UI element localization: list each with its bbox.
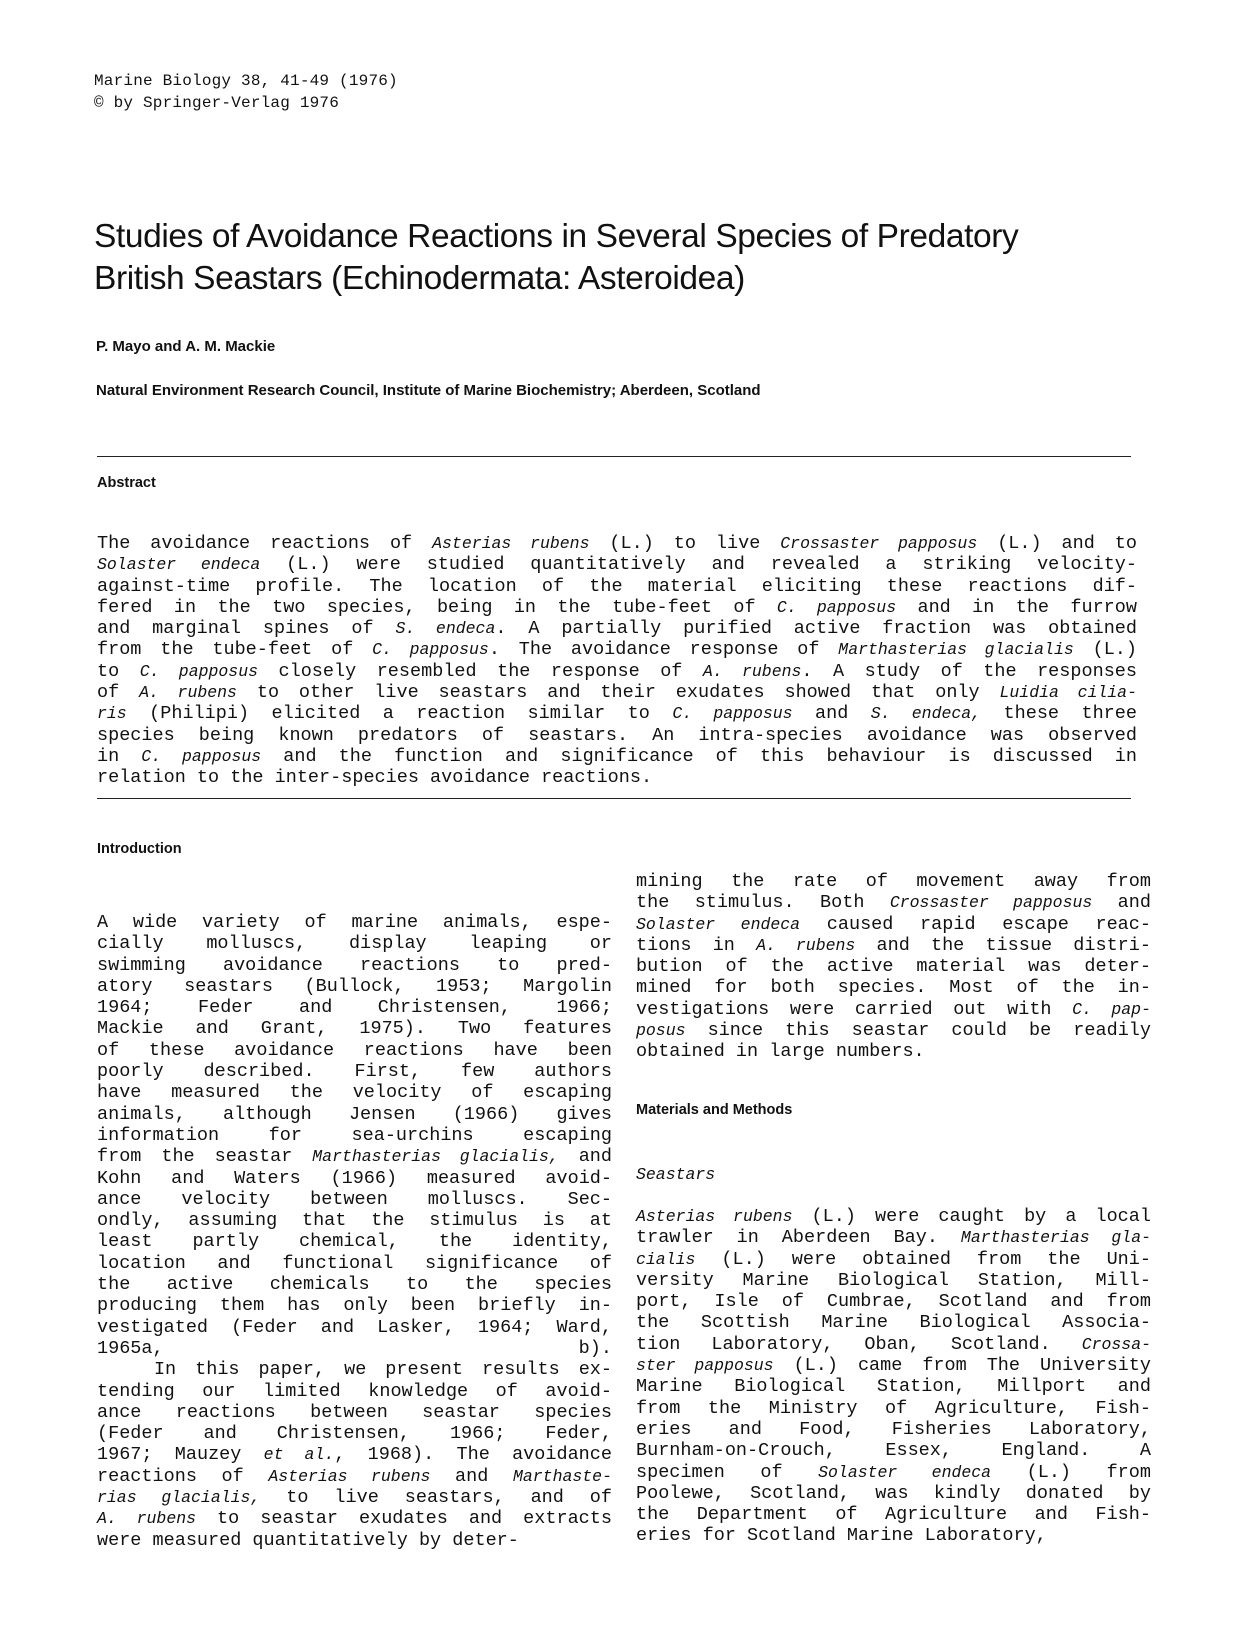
text-line: obtained in large numbers. — [636, 1041, 925, 1063]
abstract-body — [97, 533, 1137, 789]
paper-title — [94, 216, 1194, 300]
text-line: (Feder and Christensen, 1966; Feder, — [97, 1423, 612, 1445]
text-line: poorly described. First, few authors — [97, 1061, 612, 1083]
text-line: Kohn and Waters (1966) measured avoid- — [97, 1167, 612, 1189]
affiliation: Natural Environment Research Council, Institute of Marine Biochemistry; Aberdeen, Scotland — [96, 382, 761, 399]
text-line: Marine Biological Station, Millport and — [636, 1376, 1151, 1398]
journal-citation: Marine Biology 38, 41-49 (1976) — [94, 72, 398, 90]
species-name: Crossaster papposus — [889, 893, 1093, 913]
text-line: A wide variety of marine animals, espe- — [97, 912, 612, 933]
title-line-2: British Seastars (Echinodermata: Asteroidea) — [94, 260, 745, 297]
text-line: species being known predators of seastars. An intra-species avoidance was observed — [97, 724, 1137, 746]
text-line: the active chemicals to the species — [97, 1274, 612, 1296]
text-line: 1964; Feder and Christensen, 1966; — [97, 997, 612, 1019]
species-name: Marthasterias glacialis — [838, 640, 1074, 660]
text-line: versity Marine Biological Station, Mill- — [636, 1269, 1151, 1291]
text-line: Solaster endeca (L.) were studied quantitatively and revealed a striking velocity- — [97, 554, 1137, 576]
species-name: Marthaste- — [512, 1466, 612, 1486]
text-line: tion Laboratory, Oban, Scotland. Crossa- — [636, 1333, 1151, 1355]
species-name: Luidia cilia- — [999, 683, 1137, 703]
species-name: A. rubens — [756, 935, 856, 955]
text-line: and marginal spines of S. endeca. A partially purified active fraction was obtained — [97, 618, 1137, 640]
text-line: producing them has only been briefly in- — [97, 1295, 612, 1317]
text-line: least partly chemical, the identity, — [97, 1231, 612, 1253]
text-line: 1967; Mauzey et al., 1968). The avoidance — [97, 1444, 612, 1466]
text-line: Mackie and Grant, 1975). Two features — [97, 1018, 612, 1040]
abstract-top-rule — [97, 456, 1131, 457]
text-line: Poolewe, Scotland, was kindly donated by — [636, 1482, 1151, 1504]
text-line: port, Isle of Cumbrae, Scotland and from — [636, 1291, 1151, 1313]
species-name: ris — [97, 704, 127, 724]
species-name: S. endeca — [395, 619, 496, 639]
species-name: ster papposus — [636, 1356, 774, 1376]
text-line: have measured the velocity of escaping — [97, 1082, 612, 1104]
text-line: ance velocity between molluscs. Sec- — [97, 1188, 612, 1210]
text-line: animals, although Jensen (1966) gives — [97, 1103, 612, 1125]
text-line: the Scottish Marine Biological Associa- — [636, 1312, 1151, 1334]
seastars-subheading: Seastars — [636, 1165, 716, 1184]
methods-body — [636, 1206, 1151, 1547]
text-line: atory seastars (Bullock, 1953; Margolin — [97, 975, 612, 997]
text-line: Asterias rubens (L.) were caught by a local — [636, 1206, 1151, 1227]
copyright-line: © by Springer-Verlag 1976 — [94, 94, 340, 112]
species-name: C. papposus — [372, 640, 489, 660]
species-name: et al. — [263, 1445, 335, 1465]
text-line: trawler in Aberdeen Bay. Marthasterias gla- — [636, 1227, 1151, 1249]
introduction-column-2 — [636, 871, 1151, 1063]
text-line: tending our limited knowledge of avoid- — [97, 1380, 612, 1402]
species-name: A. rubens — [702, 661, 802, 681]
text-line: tions in A. rubens and the tissue distri- — [636, 934, 1151, 956]
species-name: Asterias rubens — [432, 534, 590, 553]
text-line: to C. papposus closely resembled the response of A. rubens. A study of the responses — [97, 660, 1137, 682]
text-line: of A. rubens to other live seastars and their exudates showed that only Luidia cilia- — [97, 682, 1137, 704]
text-line: in C. papposus and the function and significance of this behaviour is discussed in — [97, 745, 1137, 767]
text-line: cialis (L.) were obtained from the Uni- — [636, 1248, 1151, 1270]
text-line: posus since this seastar could be readily — [636, 1020, 1151, 1042]
text-line: against-time profile. The location of the material eliciting these reactions dif- — [97, 575, 1137, 597]
species-name: rias glacialis, — [97, 1488, 261, 1508]
text-line: eries and Food, Fisheries Laboratory, — [636, 1418, 1151, 1440]
text-line: fered in the two species, being in the tube-feet of C. papposus and in the furrow — [97, 596, 1137, 618]
text-line: A. rubens to seastar exudates and extracts — [97, 1508, 612, 1530]
text-line: swimming avoidance reactions to pred- — [97, 954, 612, 976]
abstract-heading: Abstract — [97, 475, 156, 491]
text-line: relation to the inter-species avoidance reactions. — [97, 767, 653, 789]
text-line: Solaster endeca caused rapid escape reac- — [636, 913, 1151, 935]
text-line: reactions of Asterias rubens and Marthaste- — [97, 1465, 612, 1487]
methods-heading: Materials and Methods — [636, 1102, 793, 1118]
text-line: information for sea-urchins escaping — [97, 1124, 612, 1146]
text-line: specimen of Solaster endeca (L.) from — [636, 1461, 1151, 1483]
text-line: the stimulus. Both Crossaster papposus and — [636, 892, 1151, 914]
species-name: Solaster endeca — [818, 1462, 992, 1482]
text-line: vestigations were carried out with C. pap- — [636, 998, 1151, 1020]
text-line: Burnham-on-Crouch, Essex, England. A — [636, 1440, 1151, 1462]
species-name: C. papposus — [672, 704, 793, 724]
text-line: location and functional significance of — [97, 1252, 612, 1274]
authors: P. Mayo and A. M. Mackie — [96, 338, 276, 355]
text-line: eries for Scotland Marine Laboratory, — [636, 1525, 1047, 1547]
species-name: C. papposus — [141, 746, 262, 766]
text-line: were measured quantitatively by deter- — [97, 1529, 519, 1551]
species-name: Asterias rubens — [636, 1207, 793, 1226]
species-name: Crossa- — [1081, 1334, 1151, 1354]
text-line: In this paper, we present results ex- — [97, 1359, 612, 1381]
species-name: A. rubens — [97, 1509, 197, 1529]
text-line: ance reactions between seastar species — [97, 1401, 612, 1423]
species-name: posus — [636, 1021, 686, 1041]
text-line: from the tube-feet of C. papposus. The avoidance response of Marthasterias glacialis (L.) — [97, 639, 1138, 661]
species-name: Crossaster papposus — [780, 534, 978, 553]
text-line: mined for both species. Most of the in- — [636, 977, 1151, 999]
text-line: from the seastar Marthasterias glacialis, and — [97, 1146, 612, 1168]
text-line: ris (Philipi) elicited a reaction similar to C. papposus and S. endeca, these three — [97, 703, 1137, 725]
text-line: of these avoidance reactions have been — [97, 1039, 612, 1061]
text-line: cially molluscs, display leaping or — [97, 933, 612, 955]
species-name: C. pap- — [1072, 999, 1151, 1019]
species-name: Solaster endeca — [97, 555, 261, 575]
title-line-1: Studies of Avoidance Reactions in Several Species of Predatory — [94, 218, 1019, 255]
species-name: cialis — [636, 1249, 696, 1269]
species-name: A. rubens — [139, 683, 237, 703]
text-line: vestigated (Feder and Lasker, 1964; Ward, — [97, 1316, 612, 1338]
text-line: the Department of Agriculture and Fish- — [636, 1504, 1151, 1526]
species-name: C. papposus — [776, 597, 897, 617]
text-line: ondly, assuming that the stimulus is at — [97, 1210, 612, 1232]
text-line: from the Ministry of Agriculture, Fish- — [636, 1397, 1151, 1419]
species-name: Marthasterias glacialis, — [312, 1147, 559, 1167]
text-line: The avoidance reactions of Asterias rubens (L.) to live Crossaster papposus (L.) and to — [97, 533, 1137, 554]
text-line: mining the rate of movement away from — [636, 871, 1151, 892]
text-line: bution of the active material was deter- — [636, 956, 1151, 978]
species-name: Solaster endeca — [636, 914, 801, 934]
species-name: S. endeca, — [870, 704, 982, 724]
abstract-bottom-rule — [97, 798, 1131, 799]
journal-info — [94, 70, 398, 114]
introduction-column-1 — [97, 912, 612, 1551]
text-line: rias glacialis, to live seastars, and of — [97, 1487, 613, 1509]
species-name: C. papposus — [139, 661, 259, 681]
introduction-heading: Introduction — [97, 841, 182, 857]
text-line: 1965a, b). — [97, 1337, 612, 1359]
species-name: Marthasterias gla- — [960, 1228, 1151, 1248]
species-name: Asterias rubens — [268, 1466, 431, 1486]
text-line: ster papposus (L.) came from The University — [636, 1355, 1151, 1377]
